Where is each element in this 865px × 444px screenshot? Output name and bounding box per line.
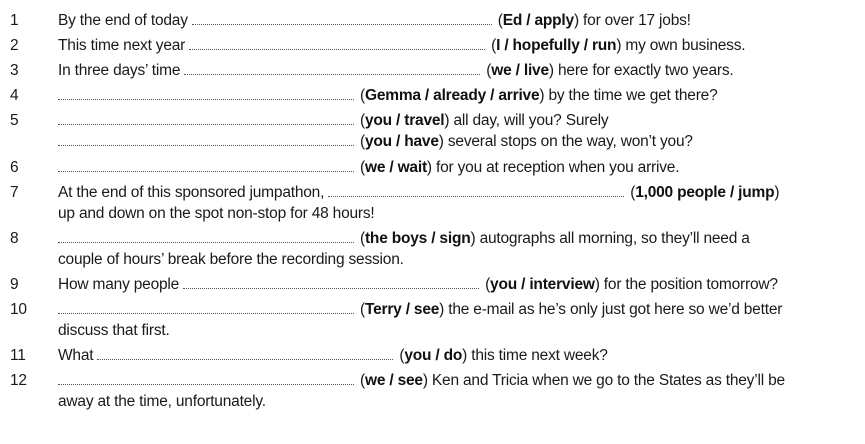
item-text-after: all day, will you? Surely <box>453 112 609 129</box>
exercise-item: 11 What (you / do) this time next week? <box>10 347 608 364</box>
verb-prompt: the boys / sign <box>364 230 471 247</box>
item-text-after: for over 17 jobs! <box>583 12 691 29</box>
item-text-after: couple of hours’ break before the recording session. <box>58 251 404 268</box>
item-number: 8 <box>10 230 19 247</box>
item-number: 11 <box>10 347 26 364</box>
item-text-after: here for exactly two years. <box>557 62 734 79</box>
item-number: 9 <box>10 276 19 293</box>
item-text-after: the e-mail as he’s only just got here so we’d better <box>448 301 783 318</box>
item-number: 7 <box>10 184 19 201</box>
item-text-before: This time next year <box>58 37 186 54</box>
item-text-after: by the time we get there? <box>548 87 718 104</box>
item-text-after: for the position tomorrow? <box>603 276 778 293</box>
exercise-item: 12 (we / see) Ken and Tricia when we go to the States as they’ll be away at the time, unfortunately. <box>10 372 785 410</box>
item-text-before: In three days’ time <box>58 62 181 79</box>
answer-blank[interactable] <box>58 144 354 146</box>
verb-prompt: Terry / see <box>364 301 440 318</box>
item-text-after: up and down on the spot non-stop for 48 hours! <box>58 205 375 222</box>
verb-prompt: Gemma / already / arrive <box>364 87 540 104</box>
exercise-item: 8 (the boys / sign) autographs all morning, so they’ll need a couple of hours’ break before the recording session. <box>10 230 750 268</box>
item-text-after: autographs all morning, so they’ll need a <box>479 230 750 247</box>
verb-prompt: you / travel <box>364 112 445 129</box>
item-number: 5 <box>10 112 19 129</box>
answer-blank[interactable] <box>189 48 485 50</box>
exercise-item: 4 (Gemma / already / arrive) by the time we get there? <box>10 87 718 104</box>
verb-prompt: we / see <box>364 372 423 389</box>
answer-blank[interactable] <box>58 123 354 125</box>
exercise-item: 6 (we / wait) for you at reception when you arrive. <box>10 159 680 176</box>
exercise-item: 10 (Terry / see) the e-mail as he’s only just got here so we’d better discuss that first. <box>10 301 783 339</box>
exercise-item: 7 At the end of this sponsored jumpathon, (1,000 people / jump) up and down on the spot non-stop for 48 hours! <box>10 184 780 222</box>
item-number: 4 <box>10 87 19 104</box>
item-text-before: What <box>58 347 94 364</box>
item-number: 3 <box>10 62 19 79</box>
exercise-item: 5 (you / travel) all day, will you? Surely (you / have) several stops on the way, won’t you? <box>10 112 693 150</box>
item-number: 6 <box>10 159 19 176</box>
item-text-before: How many people <box>58 276 180 293</box>
exercise-item: 2 This time next year (I / hopefully / run) my own business. <box>10 37 746 54</box>
answer-blank[interactable] <box>328 195 624 197</box>
answer-blank[interactable] <box>58 383 354 385</box>
item-number: 1 <box>10 12 19 29</box>
answer-blank[interactable] <box>97 358 393 360</box>
item-text-before: At the end of this sponsored jumpathon, <box>58 184 325 201</box>
verb-prompt: 1,000 people / jump <box>635 184 775 201</box>
item-number: 2 <box>10 37 19 54</box>
answer-blank[interactable] <box>58 312 354 314</box>
answer-blank[interactable] <box>183 287 479 289</box>
verb-prompt: you / do <box>404 347 463 364</box>
item-text-after: several stops on the way, won’t you? <box>447 133 693 150</box>
answer-blank[interactable] <box>184 73 480 75</box>
verb-prompt: I / hopefully / run <box>496 37 617 54</box>
verb-prompt: you / interview <box>490 276 595 293</box>
answer-blank[interactable] <box>192 23 492 25</box>
verb-prompt: we / wait <box>364 159 427 176</box>
item-text-after: for you at reception when you arrive. <box>436 159 680 176</box>
item-text-after: this time next week? <box>471 347 608 364</box>
exercise-item: 3 In three days’ time (we / live) here for exactly two years. <box>10 62 734 79</box>
item-text-before: By the end of today <box>58 12 188 29</box>
verb-prompt: Ed / apply <box>502 12 574 29</box>
exercise-item: 1 By the end of today (Ed / apply) for over 17 jobs! <box>10 12 691 29</box>
answer-blank[interactable] <box>58 98 354 100</box>
item-text-after: Ken and Tricia when we go to the States as they’ll be <box>431 372 785 389</box>
item-text-after: my own business. <box>625 37 746 54</box>
exercise-item: 9 How many people (you / interview) for the position tomorrow? <box>10 276 778 293</box>
item-number: 12 <box>10 372 27 389</box>
answer-blank[interactable] <box>58 170 354 172</box>
item-number: 10 <box>10 301 27 318</box>
item-text-after: discuss that first. <box>58 322 170 339</box>
answer-blank[interactable] <box>58 241 354 243</box>
verb-prompt: you / have <box>364 133 439 150</box>
verb-prompt: we / live <box>491 62 549 79</box>
item-text-after: away at the time, unfortunately. <box>58 393 266 410</box>
